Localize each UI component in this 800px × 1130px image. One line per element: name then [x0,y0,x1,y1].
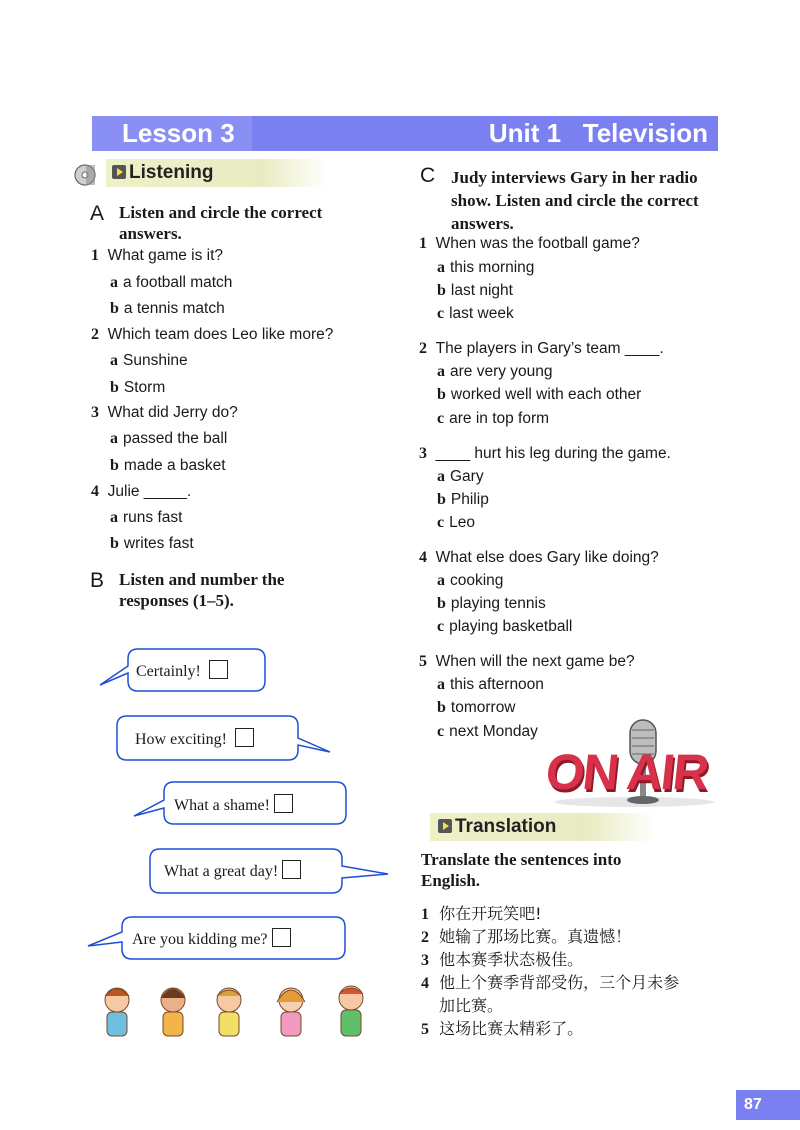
section-c-instruction: Judy interviews Gary in her radio show. Listen and circle the correct answers. [451,168,699,233]
translation-item-3: 3 他本赛季状态极佳。 [421,950,584,969]
c-question-3: 3 ____ hurt his leg during the game. [419,445,671,462]
speech-bubble-4: What a great day! [164,860,301,881]
a-option: a runs fast [110,509,183,526]
a-option: a passed the ball [110,430,228,447]
play-icon [112,165,126,179]
c-option: b last night [437,282,513,299]
c-option: c last week [437,305,514,322]
c-option: b worked well with each other [437,386,642,403]
section-a-instruction: Listen and circle the correct answers. [119,203,323,243]
a-option: a a football match [110,274,233,291]
a-option: b Storm [110,379,166,396]
a-option: a Sunshine [110,352,188,369]
c-question-1: 1 When was the football game? [419,235,640,252]
c-question-5: 5 When will the next game be? [419,653,635,670]
a-option: b a tennis match [110,300,225,317]
translation-title: Translation [455,816,557,837]
c-option: b tomorrow [437,699,516,716]
a-question-4: 4 Julie _____. [91,483,192,500]
answer-box[interactable] [272,928,291,947]
section-b-letter: B [90,569,105,592]
c-option: a cooking [437,572,504,589]
a-question-1: 1 What game is it? [91,247,224,264]
c-option: c next Monday [437,723,538,740]
speech-bubble-3: What a shame! [174,794,293,815]
lesson-title: Lesson 3 [122,118,235,148]
speech-bubble-1: Certainly! [136,660,228,681]
translation-banner [430,813,656,841]
section-a-letter: A [90,202,105,225]
listening-banner [106,159,328,187]
answer-box[interactable] [235,728,254,747]
audio-cd-icon [74,164,96,186]
c-option: c are in top form [437,410,550,427]
translation-item-2: 2 她输了那场比赛。真遗憾！ [421,927,632,946]
speech-bubble-2: How exciting! [135,728,254,749]
c-question-2: 2 The players in Gary’s team ____. [419,340,664,357]
a-option: b made a basket [110,457,226,474]
c-option: c Leo [437,514,475,531]
children-illustration [95,982,385,1040]
listening-title: Listening [129,162,214,183]
translation-item-4-continued: 加比赛。 [439,996,504,1015]
speech-bubble-5: Are you kidding me? [132,928,291,949]
c-option: b playing tennis [437,595,546,612]
c-question-4: 4 What else does Gary like doing? [419,549,659,566]
translation-item-1: 1 你在开玩笑吧! [421,904,542,923]
c-option: b Philip [437,491,489,508]
c-option: c playing basketball [437,618,573,635]
a-question-3: 3 What did Jerry do? [91,404,238,421]
section-b-instruction: Listen and number the responses (1–5). [119,570,285,610]
on-air-microphone-graphic [544,718,724,810]
section-c-letter: C [420,164,436,187]
play-icon [438,819,452,833]
c-option: a are very young [437,363,553,380]
c-option: a Gary [437,468,484,485]
answer-box[interactable] [274,794,293,813]
c-option: a this morning [437,259,535,276]
a-question-2: 2 Which team does Leo like more? [91,326,334,343]
c-option: a this afternoon [437,676,544,693]
page-number: 87 [736,1090,800,1120]
a-option: b writes fast [110,535,194,552]
unit-title: Unit 1 Television [488,118,708,148]
translation-item-4: 4 他上个赛季背部受伤，三个月未参 [421,973,680,992]
answer-box[interactable] [282,860,301,879]
answer-box[interactable] [209,660,228,679]
translation-item-5: 5 这场比赛太精彩了。 [421,1019,584,1038]
translation-instruction: Translate the sentences into English. [421,850,622,890]
on-air-text: ON AIR [543,744,711,800]
